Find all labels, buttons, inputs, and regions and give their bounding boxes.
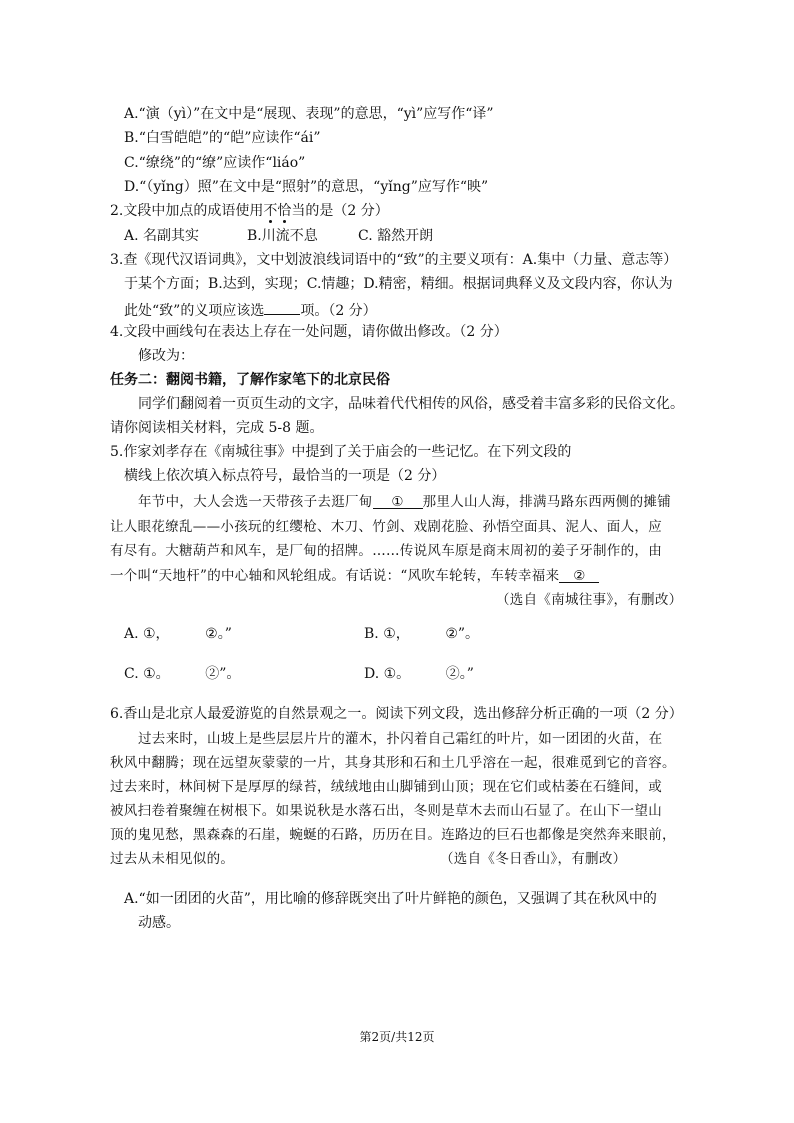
- q2-option-a: A. 名副其实: [124, 228, 200, 244]
- q5-passage-line-1-post: 那里人山人海，排满马路东西两侧的摊铺: [422, 494, 672, 510]
- q3-line-3-post: 项。（2 分）: [300, 303, 377, 319]
- page-number: 第2页/共12页: [359, 1030, 435, 1044]
- q3-line-1: 3.查《现代汉语词典》，文中划波浪线词语中的“致”的主要义项有：A.集中（力量、意志等）: [110, 252, 678, 268]
- q5-source: （选自《南城往事》，有删改）: [496, 592, 683, 608]
- q5-passage-line-3: 有尽有。大糖葫芦和风车，是厂甸的招牌。……传说风车原是商末周初的姜子牙制作的，由: [110, 543, 662, 559]
- q3-line-3-pre: 此处“致”的义项应该选: [124, 303, 265, 319]
- q4-line-1: 4.文段中画线句在表达上存在一处问题，请你做出修改。（2 分）: [110, 324, 508, 340]
- q5-passage-line-2: 让人眼花缭乱——小孩玩的红缨枪、木刀、竹剑、戏剧花脸、孙悟空面具、泥人、面人，应: [110, 519, 662, 535]
- q5-option-c: C. ①。 ②”。: [124, 666, 241, 682]
- q6-option-a-line-2: 动感。: [138, 915, 180, 931]
- q6-passage-line-1: 过去来时，山坡上是些层层片片的灌木，扑闪着自己霜红的叶片，如一团团的火苗，在: [138, 731, 663, 747]
- q1-option-d: D.“（yǐng）照”在文中是“照射”的意思，“yǐng”应写作“映”: [124, 179, 489, 195]
- q5-option-a: A. ①， ②。”: [124, 626, 232, 642]
- q2-option-c: C. 豁然开朗: [358, 228, 434, 244]
- task2-intro-2: 请你阅读相关材料，完成 5-8 题。: [110, 420, 324, 436]
- q2-stem-pre: 2.文段中加点的成语使用: [110, 203, 264, 219]
- q6-passage-line-2: 秋风中翻腾；现在远望灰蒙蒙的一片，其身其形和石和土几乎溶在一起，很难觅到它的音容。: [110, 755, 676, 771]
- q6-passage-line-6: 过去从未相见似的。: [110, 851, 235, 867]
- q5-option-b: B. ①， ②”。: [364, 626, 480, 642]
- q5-passage-line-4: [110, 566, 599, 586]
- q6-passage-line-4: 被风扫卷着聚缠在树根下。如果说秋是水落石出，冬则是草木去而山石显了。在山下一望山: [110, 803, 662, 819]
- q2-option-b: B.川流不息: [247, 228, 318, 244]
- task2-title: 任务二：翻阅书籍，了解作家笔下的北京民俗: [110, 372, 390, 388]
- q3-line-3: [124, 298, 377, 321]
- q1-option-a: A.“演（yì）”在文中是“展现、表现”的意思，“yì”应写作“译”: [124, 106, 494, 122]
- q6-option-a-line-1: A.“如一团团的火苗”，用比喻的修辞既突出了叶片鲜艳的颜色，又强调了其在秋风中的: [124, 891, 657, 907]
- q2-dotted-char-1: 不: [263, 203, 278, 219]
- task2-intro-1: 同学们翻阅着一页页生动的文字，品味着代代相传的风俗，感受着丰富多彩的民俗文化。: [138, 396, 684, 412]
- q5-passage-line-1-pre: 年节中，大人会选一天带孩子去逛厂甸: [138, 494, 373, 510]
- q5-line-1: 5.作家刘孝存在《南城往事》中提到了关于庙会的一些记忆。在下列文段的: [110, 444, 572, 460]
- q5-passage-line-1: [138, 492, 671, 512]
- q1-option-c: C.“缭绕”的“缭”应读作“liáo”: [124, 155, 306, 171]
- q5-blank-2[interactable]: ②: [559, 566, 599, 583]
- q6-source: （选自《冬日香山》，有删改）: [440, 851, 627, 867]
- q2-dotted-char-2: 恰: [277, 203, 292, 219]
- q4-revise-label: 修改为：: [138, 348, 194, 364]
- q6-line-1: 6.香山是北京人最爱游览的自然景观之一。阅读下列文段，选出修辞分析正确的一项（2 分）: [110, 706, 683, 722]
- q2-stem-post: 当的是（2 分）: [291, 203, 389, 219]
- q5-blank-1[interactable]: ①: [373, 492, 423, 509]
- q6-passage-line-3: 过去来时，林间树下是厚厚的绿苔，绒绒地由山脚铺到山顶；现在它们或枯萎在石缝间，或: [110, 779, 662, 795]
- q3-line-2: 于某个方面；B.达到，实现；C.情趣；D.精密，精细。根据词典释义及文段内容，你认为: [124, 276, 673, 292]
- q5-line-2: 横线上依次填入标点符号，最恰当的一项是（2 分）: [124, 468, 446, 484]
- q2-stem: [110, 201, 389, 221]
- q1-option-b: B.“白雪皑皑”的“皑”应读作“ái”: [124, 130, 321, 146]
- q6-passage-line-5: 顶的鬼见愁，黑森森的石崖，蜿蜒的石路，历历在目。连路边的巨石也都像是突然奔来眼前，: [110, 827, 676, 843]
- q5-passage-line-4-pre: 一个叫“天地杆”的中心轴和风轮组成。有话说：“风吹车轮转，车转幸福来: [110, 568, 560, 584]
- q3-answer-blank[interactable]: [264, 298, 300, 315]
- q5-option-d: D. ①。 ②。”: [364, 666, 474, 682]
